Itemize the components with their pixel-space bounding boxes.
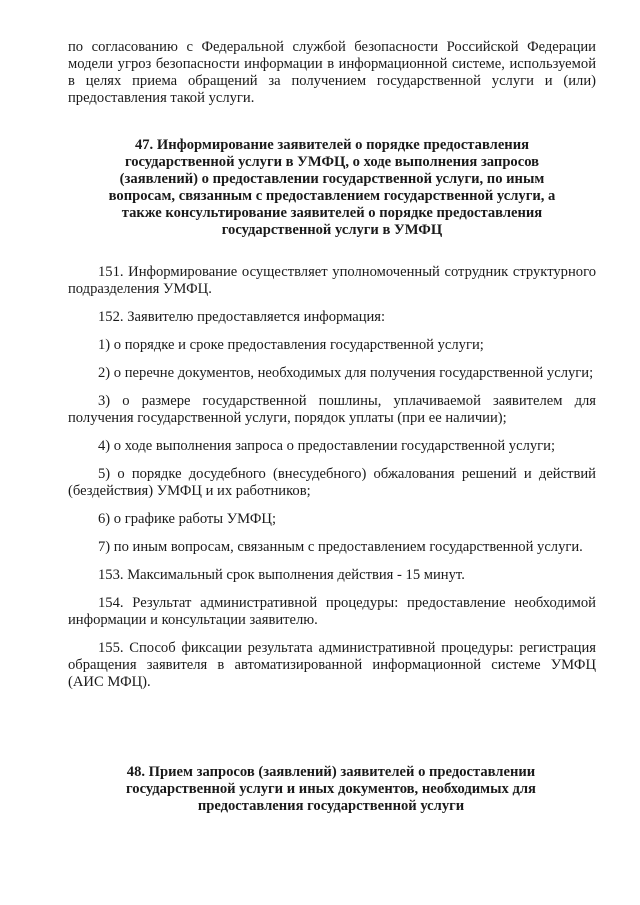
paragraph-152: 152. Заявителю предоставляется информация: bbox=[98, 309, 386, 325]
section-47-body bbox=[68, 264, 596, 691]
paragraph-153: 153. Максимальный срок выполнения действия - 15 минут. bbox=[98, 567, 465, 583]
list-item-4: 4) о ходе выполнения запроса о предоставлении государственной услуги; bbox=[98, 438, 556, 454]
list-item-6: 6) о графике работы УМФЦ; bbox=[98, 511, 277, 527]
intro-paragraph-block bbox=[68, 39, 596, 107]
intro-paragraph: по согласованию с Федеральной службой безопасности Российской Федерации модели угроз безопасности информации в информационной системе, используемой в целях приема обращений за получением государственной услуги и (или) предоставления такой услуги. bbox=[68, 39, 596, 106]
list-item-7: 7) по иным вопросам, связанным с предоставлением государственной услуги. bbox=[98, 539, 583, 555]
section-47-heading-block bbox=[88, 137, 576, 239]
paragraph-154: 154. Результат административной процедуры: предоставление необходимой информации и консультации заявителю. bbox=[68, 595, 596, 628]
list-item-1: 1) о порядке и сроке предоставления государственной услуги; bbox=[98, 337, 484, 353]
list-item-2: 2) о перечне документов, необходимых для получения государственной услуги; bbox=[98, 365, 594, 381]
paragraph-151: 151. Информирование осуществляет уполномоченный сотрудник структурного подразделения УМФЦ. bbox=[68, 264, 596, 297]
section-47-title: 47. Информирование заявителей о порядке предоставления государственной услуги в УМФЦ, о ходе выполнения запросов (заявлений) о предоставлении государственной услуги, по иным вопросам, связанным с предоставлением государственной услуги, а также консультирование заявителей о порядке предоставления государственной услуги в УМФЦ bbox=[108, 137, 556, 238]
paragraph-155: 155. Способ фиксации результата административной процедуры: регистрация обращения заявителя в автоматизированной информационной системе УМФЦ (АИС МФЦ). bbox=[68, 640, 596, 690]
list-item-3: 3) о размере государственной пошлины, уплачиваемой заявителем для получения государственной услуги, порядок уплаты (при ее наличии); bbox=[68, 393, 596, 426]
list-item-5: 5) о порядке досудебного (внесудебного) обжалования решений и действий (бездействия) УМФЦ и их работников; bbox=[68, 466, 596, 499]
section-48-heading-block bbox=[96, 764, 566, 815]
section-48-title: 48. Прием запросов (заявлений) заявителей о предоставлении государственной услуги и иных документов, необходимых для предоставления государственной услуги bbox=[126, 764, 536, 814]
